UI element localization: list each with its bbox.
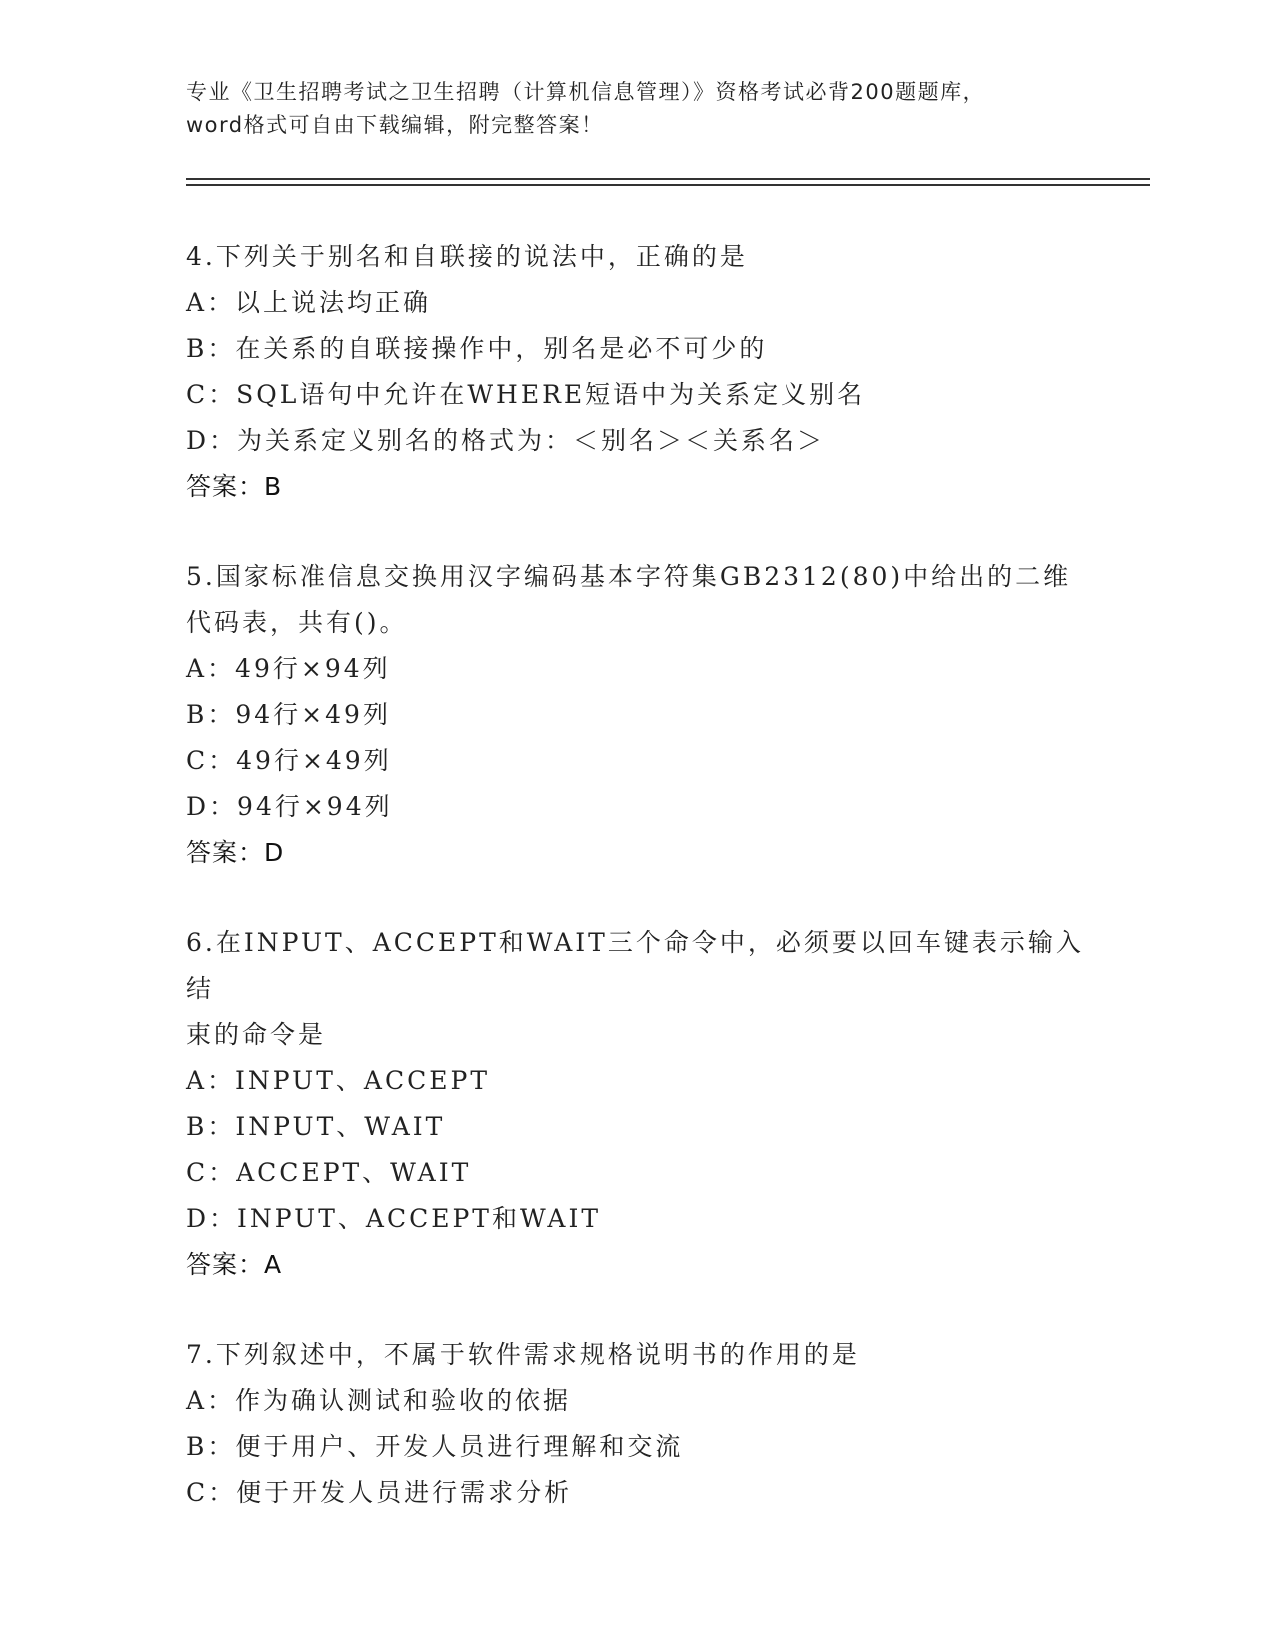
question-7 [186, 1332, 1086, 1516]
header-divider-top [186, 178, 1150, 180]
question-stem: 7.下列叙述中，不属于软件需求规格说明书的作用的是 [186, 1340, 860, 1369]
question-stem-continued: 束的命令是 [186, 1020, 327, 1049]
option-c: C：ACCEPT、WAIT [186, 1158, 472, 1187]
question-stem: 6.在INPUT、ACCEPT和WAIT三个命令中，必须要以回车键表示输入结 [186, 928, 1084, 1003]
question-stem: 4.下列关于别名和自联接的说法中，正确的是 [186, 242, 748, 271]
option-d: D：为关系定义别名的格式为：＜别名＞＜关系名＞ [186, 426, 826, 455]
option-c: C：SQL语句中允许在WHERE短语中为关系定义别名 [186, 380, 866, 409]
option-d: D：94行×94列 [186, 792, 393, 821]
question-6 [186, 920, 1086, 1288]
question-list [186, 234, 1086, 1560]
question-stem-continued: 代码表，共有()。 [186, 608, 408, 637]
answer: 答案：B [186, 472, 283, 501]
header-line-1: 专业《卫生招聘考试之卫生招聘（计算机信息管理）》资格考试必背200题题库， [186, 80, 986, 104]
header-line-2: word格式可自由下载编辑，附完整答案！ [186, 113, 604, 137]
header-divider-bottom [186, 184, 1150, 186]
document-header [186, 76, 1086, 142]
answer: 答案：D [186, 838, 285, 867]
option-b: B：94行×49列 [186, 700, 391, 729]
option-a: A：作为确认测试和验收的依据 [186, 1386, 572, 1415]
question-4 [186, 234, 1086, 510]
question-stem: 5.国家标准信息交换用汉字编码基本字符集GB2312(80)中给出的二维 [186, 562, 1072, 591]
option-a: A：INPUT、ACCEPT [186, 1066, 490, 1095]
option-d: D：INPUT、ACCEPT和WAIT [186, 1204, 602, 1233]
option-c: C：49行×49列 [186, 746, 392, 775]
option-b: B：便于用户、开发人员进行理解和交流 [186, 1432, 684, 1461]
option-b: B：INPUT、WAIT [186, 1112, 446, 1141]
answer: 答案：A [186, 1250, 283, 1279]
option-a: A：49行×94列 [186, 654, 391, 683]
option-a: A：以上说法均正确 [186, 288, 432, 317]
question-5 [186, 554, 1086, 876]
option-c: C：便于开发人员进行需求分析 [186, 1478, 573, 1507]
option-b: B：在关系的自联接操作中，别名是必不可少的 [186, 334, 768, 363]
